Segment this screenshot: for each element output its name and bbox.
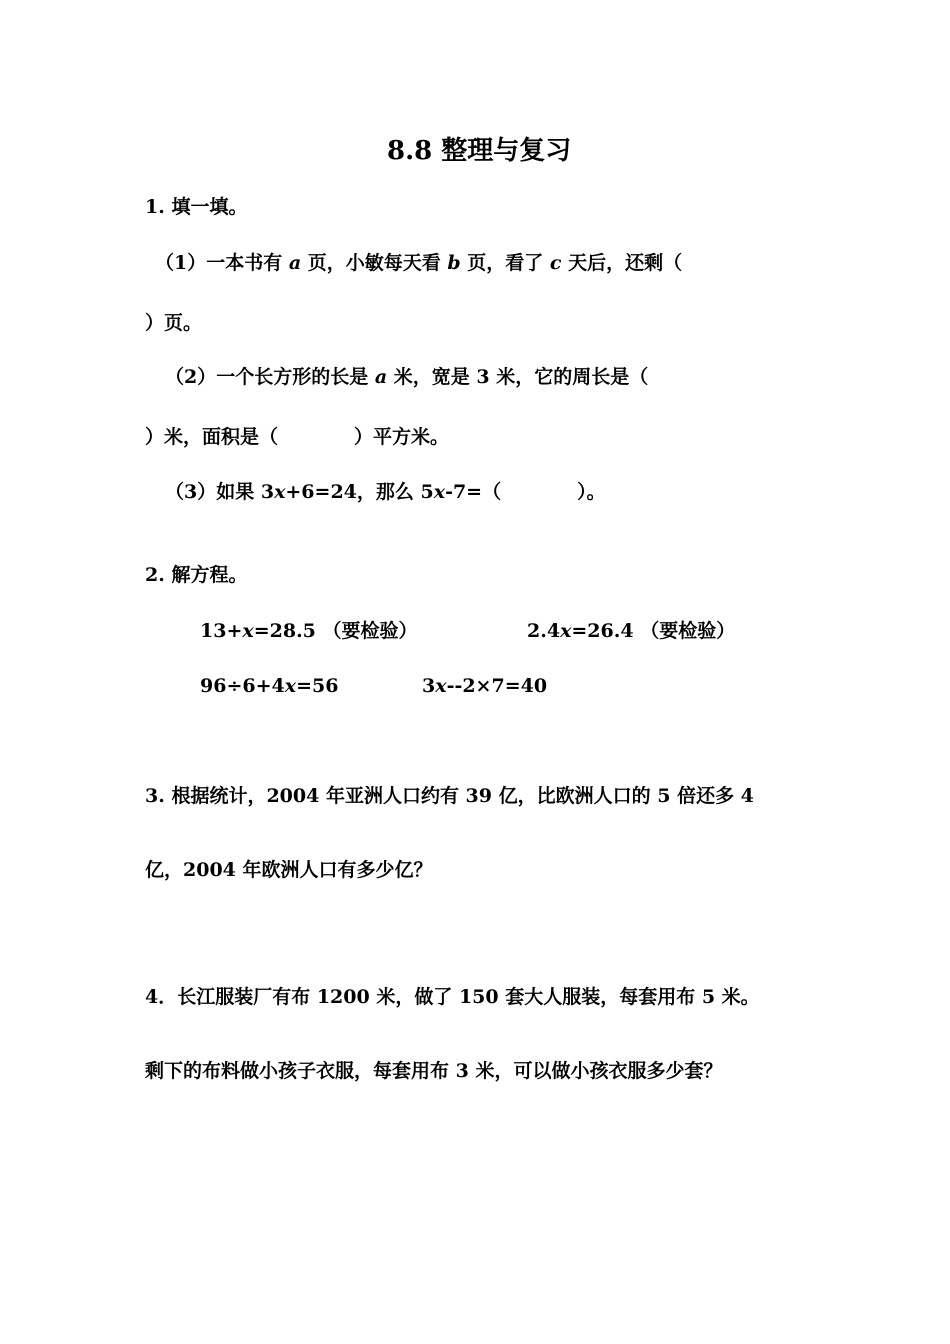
variable-x: x — [274, 481, 286, 503]
q1-p2-text-a: （2）一个长方形的长是 — [165, 366, 375, 388]
equation-4 — [422, 677, 547, 696]
q1-p1-line2: ）页。 — [145, 312, 203, 334]
variable-x: x — [433, 481, 446, 503]
equation-text: =28.5 （要检验） — [253, 620, 418, 642]
q1-p1-line1 — [155, 254, 682, 273]
equation-text: =56 — [296, 675, 339, 697]
variable-x: x — [435, 675, 447, 697]
q1-p3-line — [165, 483, 606, 502]
q1-p3-text-c: -7=（ ）。 — [445, 481, 606, 503]
variable-c: c — [549, 252, 562, 274]
q4-line1: 4．长江服装厂有布 1200 米，做了 150 套大人服装，每套用布 5 米。 — [145, 986, 760, 1008]
equation-3 — [200, 677, 338, 696]
equation-text: 13+ — [200, 620, 243, 642]
q1-heading: 1. 填一填。 — [145, 196, 248, 218]
equation-2 — [527, 622, 735, 641]
q1-p2-line1 — [165, 368, 648, 387]
variable-x: x — [560, 620, 572, 642]
equation-text: 2.4 — [527, 620, 561, 642]
q1-p1-text-d: 天后，还剩（ — [561, 252, 683, 274]
q2-heading: 2. 解方程。 — [145, 564, 248, 586]
q1-p3-text-b: +6=24，那么 5 — [285, 481, 434, 503]
q1-p3-text-a: （3）如果 3 — [165, 481, 275, 503]
q1-p2-line2: ）米，面积是（ ）平方米。 — [145, 426, 450, 448]
variable-x: x — [284, 675, 297, 697]
q1-p1-text-b: 页，小敏每天看 — [301, 252, 448, 274]
equation-text: =26.4 （要检验） — [571, 620, 736, 642]
equation-1 — [200, 622, 418, 641]
variable-x: x — [242, 620, 254, 642]
q4-line2: 剩下的布料做小孩子衣服，每套用布 3 米，可以做小孩衣服多少套？ — [145, 1060, 723, 1082]
variable-b: b — [447, 252, 461, 274]
q1-p1-text-c: 页，看了 — [460, 252, 550, 274]
q1-p2-text-b: 米，宽是 3 米，它的周长是（ — [387, 366, 649, 388]
q3-line2: 亿，2004 年欧洲人口有多少亿？ — [145, 859, 433, 881]
q1-p1-text-a: （1）一本书有 — [155, 252, 289, 274]
q3-line1: 3. 根据统计，2004 年亚洲人口约有 39 亿，比欧洲人口的 5 倍还多 4 — [145, 785, 754, 807]
variable-a: a — [288, 252, 302, 274]
equation-text: 3 — [422, 675, 436, 697]
equation-text: 96÷6+4 — [200, 675, 285, 697]
variable-a: a — [374, 366, 388, 388]
page-title: 8.8 整理与复习 — [387, 136, 572, 166]
equation-text: --2×7=40 — [446, 675, 548, 697]
